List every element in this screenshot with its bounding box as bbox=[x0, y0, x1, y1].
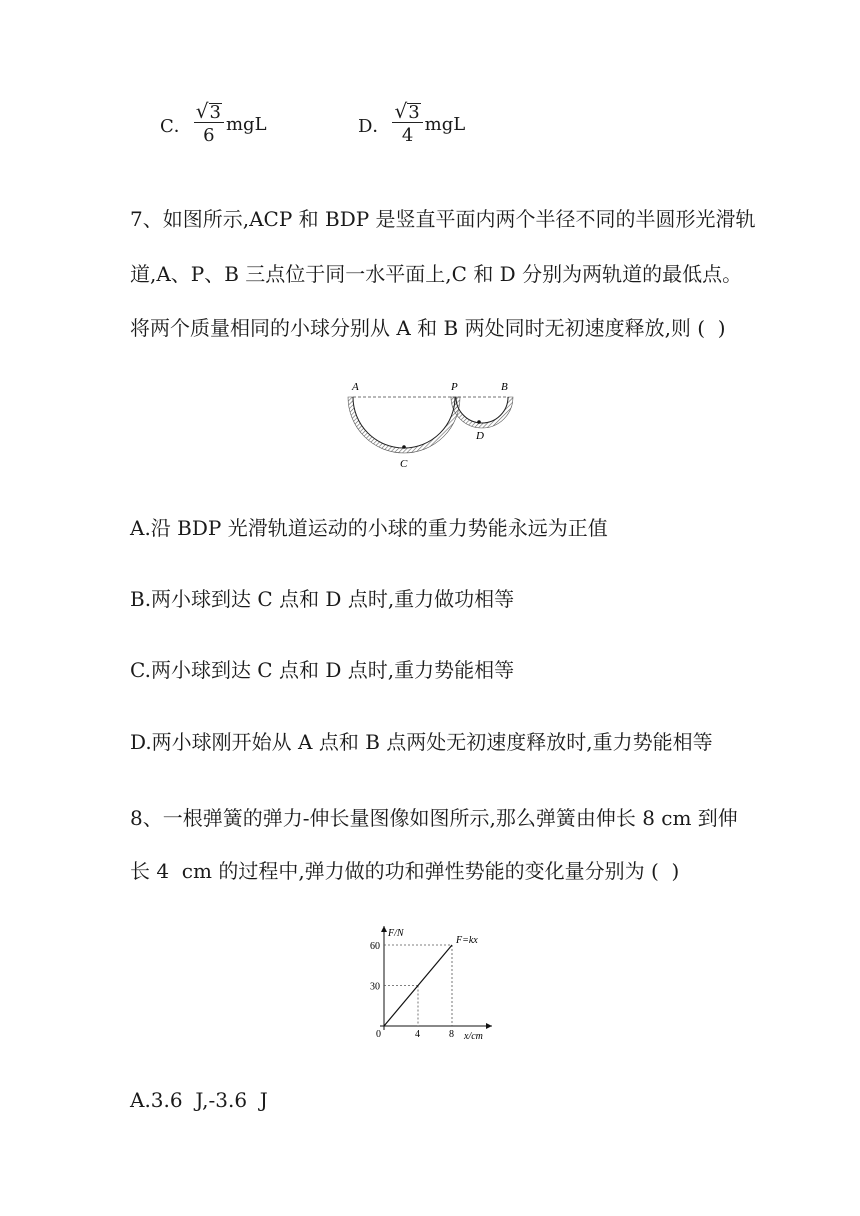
y-tick-label-1: 60 bbox=[370, 941, 380, 952]
semicircle-tracks-figure bbox=[340, 375, 520, 475]
option-c-suffix: mgL bbox=[225, 114, 267, 135]
q7-option-c[interactable]: C.两小球到达 C 点和 D 点时,重力势能相等 bbox=[130, 658, 515, 682]
option-c-prev[interactable] bbox=[160, 100, 267, 149]
numerator: 3 bbox=[408, 102, 420, 123]
fraction bbox=[194, 100, 224, 149]
q7-option-b[interactable]: B.两小球到达 C 点和 D 点时,重力做功相等 bbox=[130, 587, 515, 611]
label-c: C bbox=[400, 458, 408, 470]
q7-line-3: 将两个质量相同的小球分别从 A 和 B 两处同时无初速度释放,则 ( ) bbox=[130, 316, 726, 340]
track-acp bbox=[348, 397, 460, 453]
option-d-label: D． bbox=[358, 115, 391, 137]
y-axis-arrow-icon bbox=[381, 926, 387, 932]
fraction bbox=[392, 100, 422, 149]
denominator: 4 bbox=[401, 125, 414, 146]
q8-line-2: 长 4 cm 的过程中,弹力做的功和弹性势能的变化量分别为 ( ) bbox=[130, 859, 680, 883]
label-a: A bbox=[352, 381, 359, 393]
denominator: 6 bbox=[203, 125, 215, 146]
y-axis-label: F/N bbox=[388, 928, 404, 939]
label-p: P bbox=[451, 381, 458, 393]
q7-option-a[interactable]: A.沿 BDP 光滑轨道运动的小球的重力势能永远为正值 bbox=[130, 516, 608, 540]
x-axis-arrow-icon bbox=[486, 1023, 492, 1029]
line-label: F=kx bbox=[456, 935, 478, 946]
q7-option-d[interactable]: D.两小球刚开始从 A 点和 B 点两处无初速度释放时,重力势能相等 bbox=[130, 730, 713, 754]
q7-line-2: 道,A、P、B 三点位于同一水平面上,C 和 D 分别为两轨道的最低点。 bbox=[130, 262, 743, 286]
label-d: D bbox=[476, 430, 484, 442]
q8-line-1: 8、一根弹簧的弹力-伸长量图像如图所示,那么弹簧由伸长 8 cm 到伸 bbox=[130, 806, 738, 830]
x-tick-label-0: 4 bbox=[415, 1029, 420, 1040]
x-axis-label: x/cm bbox=[464, 1031, 483, 1042]
y-tick-label-0: 30 bbox=[370, 981, 380, 993]
origin-label: 0 bbox=[376, 1029, 381, 1040]
q7-line-1: 7、如图所示,ACP 和 BDP 是竖直平面内两个半径不同的半圆形光滑轨 bbox=[130, 207, 756, 231]
point-c bbox=[402, 445, 406, 449]
sqrt-icon: √ bbox=[394, 99, 408, 123]
option-d-prev[interactable] bbox=[358, 100, 465, 149]
x-tick-label-1: 8 bbox=[449, 1029, 454, 1040]
label-b: B bbox=[501, 381, 508, 393]
option-c-label: C． bbox=[160, 115, 192, 137]
numerator: 3 bbox=[209, 102, 221, 123]
option-d-suffix: mgL bbox=[424, 114, 466, 135]
force-extension-chart bbox=[360, 920, 500, 1045]
q8-option-a[interactable]: A.3.6 J,-3.6 J bbox=[130, 1088, 268, 1112]
sqrt-icon: √ bbox=[195, 99, 209, 123]
point-d bbox=[477, 420, 481, 424]
